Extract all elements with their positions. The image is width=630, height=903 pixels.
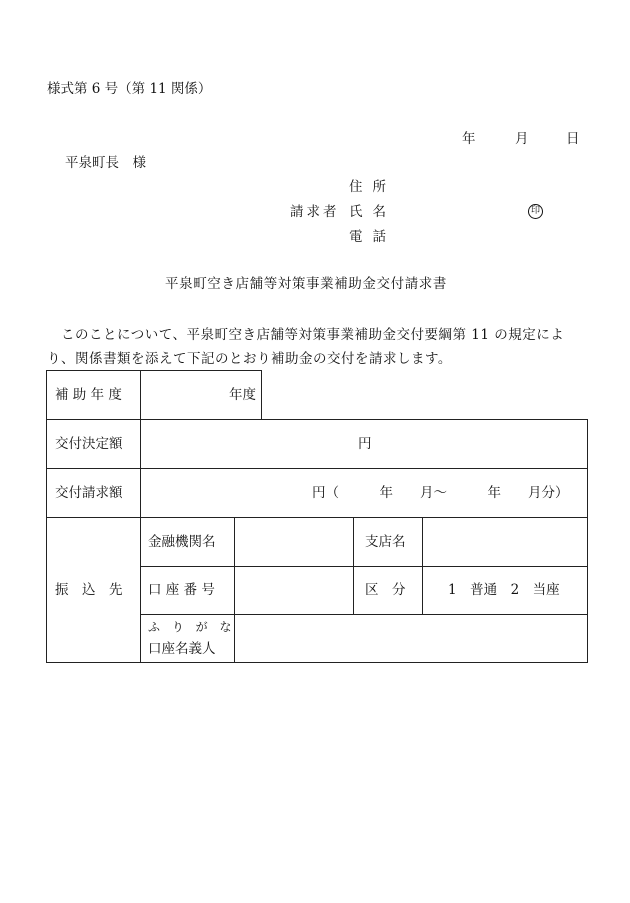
branch-label-cell <box>353 517 423 567</box>
transfer-label: 振 込 先 <box>55 582 123 598</box>
decided-amount-label: 交付決定額 <box>55 436 123 452</box>
requested-amount-field[interactable] <box>140 468 588 518</box>
decided-amount-yen: 円 <box>358 436 372 452</box>
address-label: 住所 <box>349 179 396 195</box>
category-label-cell <box>353 566 423 615</box>
subsidy-year-suffix: 年度 <box>229 387 256 403</box>
branch-field[interactable] <box>422 517 588 567</box>
transfer-label-cell <box>46 517 141 663</box>
requester-label: 請求者 <box>290 204 340 220</box>
document-title: 平泉町空き店舗等対策事業補助金交付請求書 <box>165 276 447 292</box>
requested-amount-period: 円（ 年 月～ 年 月分） <box>312 485 569 501</box>
date-year-label: 年 <box>462 131 476 147</box>
form-number: 様式第 6 号（第 11 関係） <box>47 81 212 97</box>
date-day-label: 日 <box>566 131 580 147</box>
subsidy-year-label-cell <box>46 370 141 420</box>
category-label: 区 分 <box>365 582 406 598</box>
account-holder-label-cell <box>140 614 235 663</box>
bank-name-field[interactable] <box>234 517 354 567</box>
bank-name-label-cell <box>140 517 235 567</box>
account-number-label-cell <box>140 566 235 615</box>
account-holder-label: 口座名義人 <box>148 641 216 657</box>
seal-icon: 印 <box>528 204 543 219</box>
requested-amount-label-cell <box>46 468 141 518</box>
subsidy-year-label: 補 助 年 度 <box>55 387 122 403</box>
account-number-label: 口 座 番 号 <box>148 582 215 598</box>
branch-label: 支店名 <box>365 534 406 550</box>
bank-name-label: 金融機関名 <box>148 534 216 550</box>
furigana-label: ふ り が な <box>148 620 236 634</box>
account-type-field[interactable] <box>422 566 588 615</box>
phone-label: 電話 <box>349 229 396 245</box>
name-label: 氏名 <box>349 204 396 220</box>
account-holder-field[interactable] <box>234 614 588 663</box>
account-type-options: 1 普通 2 当座 <box>448 582 560 598</box>
date-month-label: 月 <box>515 131 529 147</box>
request-statement: このことについて、平泉町空き店舗等対策事業補助金交付要綱第 11 の規定により、関係書類を添えて下記のとおり補助金の交付を請求します。 <box>47 327 565 367</box>
decided-amount-label-cell <box>46 419 141 469</box>
account-number-field[interactable] <box>234 566 354 615</box>
decided-amount-field[interactable] <box>140 419 588 469</box>
addressee: 平泉町長 様 <box>65 155 146 171</box>
requested-amount-label: 交付請求額 <box>55 485 123 501</box>
subsidy-year-field[interactable] <box>140 370 262 420</box>
